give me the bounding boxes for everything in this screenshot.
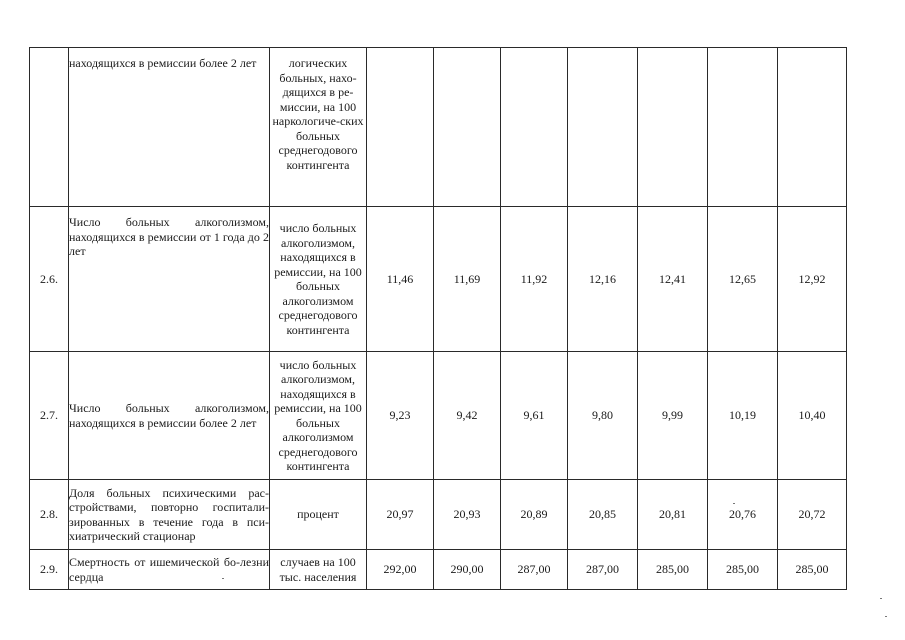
value-cell: 20,81	[638, 480, 708, 550]
value-cell: 285,00	[708, 550, 778, 590]
value-cell	[638, 48, 708, 207]
row-number: 2.8.	[30, 480, 69, 550]
value-cell: 20,85	[568, 480, 638, 550]
value-cell: 11,92	[501, 207, 568, 352]
row-description: Доля больных психическими рас-стройствами, повторно госпитали-зированных в течение года в пси-хиатрический стационар	[69, 480, 270, 550]
value-cell: 12,41	[638, 207, 708, 352]
value-cell: 9,80	[568, 352, 638, 480]
value-cell: 287,00	[568, 550, 638, 590]
row-number: 2.9.	[30, 550, 69, 590]
table-row	[30, 48, 847, 207]
row-description: Смертность от ишемической бо-лезни сердца	[69, 550, 270, 590]
row-description: находящихся в ремиссии более 2 лет	[69, 48, 270, 207]
value-cell	[778, 48, 847, 207]
row-unit: процент	[270, 480, 367, 550]
value-cell: 285,00	[778, 550, 847, 590]
scan-speck	[222, 578, 224, 579]
value-cell: 292,00	[367, 550, 434, 590]
value-cell: 20,93	[434, 480, 501, 550]
table-row	[30, 207, 847, 352]
value-cell: 9,61	[501, 352, 568, 480]
row-description: Число больных алкоголизмом, находящихся в ремиссии от 1 года до 2 лет	[69, 207, 270, 352]
value-cell: 20,89	[501, 480, 568, 550]
row-unit: логических больных, нахо-дящихся в ре-миссии, на 100 наркологиче-ских больных среднегодового контингента	[270, 48, 367, 207]
scan-speck	[880, 598, 882, 599]
value-cell: 10,40	[778, 352, 847, 480]
value-cell: 10,19	[708, 352, 778, 480]
row-unit: число больных алкоголизмом, находящихся в ремиссии, на 100 больных алкоголизмом среднегодового контингента	[270, 207, 367, 352]
value-cell: 20,97	[367, 480, 434, 550]
value-cell: 20,72	[778, 480, 847, 550]
value-cell: 287,00	[501, 550, 568, 590]
value-cell	[708, 48, 778, 207]
table-row	[30, 352, 847, 480]
value-cell	[568, 48, 638, 207]
table-row	[30, 550, 847, 590]
value-cell: 290,00	[434, 550, 501, 590]
row-number	[30, 48, 69, 207]
value-cell: 9,42	[434, 352, 501, 480]
row-description: Число больных алкоголизмом, находящихся в ремиссии более 2 лет	[69, 352, 270, 480]
row-number: 2.6.	[30, 207, 69, 352]
scan-speck	[733, 503, 735, 504]
value-cell	[434, 48, 501, 207]
value-cell	[367, 48, 434, 207]
value-cell: 12,65	[708, 207, 778, 352]
value-cell: 11,69	[434, 207, 501, 352]
value-cell: 9,99	[638, 352, 708, 480]
value-cell: 20,76	[708, 480, 778, 550]
table-row	[30, 480, 847, 550]
value-cell: 285,00	[638, 550, 708, 590]
value-cell	[501, 48, 568, 207]
value-cell: 9,23	[367, 352, 434, 480]
value-cell: 11,46	[367, 207, 434, 352]
value-cell: 12,16	[568, 207, 638, 352]
indicators-table	[29, 47, 847, 590]
row-number: 2.7.	[30, 352, 69, 480]
value-cell: 12,92	[778, 207, 847, 352]
row-unit: случаев на 100 тыс. населения	[270, 550, 367, 590]
row-unit: число больных алкоголизмом, находящихся в ремиссии, на 100 больных алкоголизмом среднегодового контингента	[270, 352, 367, 480]
scan-speck	[885, 616, 887, 617]
